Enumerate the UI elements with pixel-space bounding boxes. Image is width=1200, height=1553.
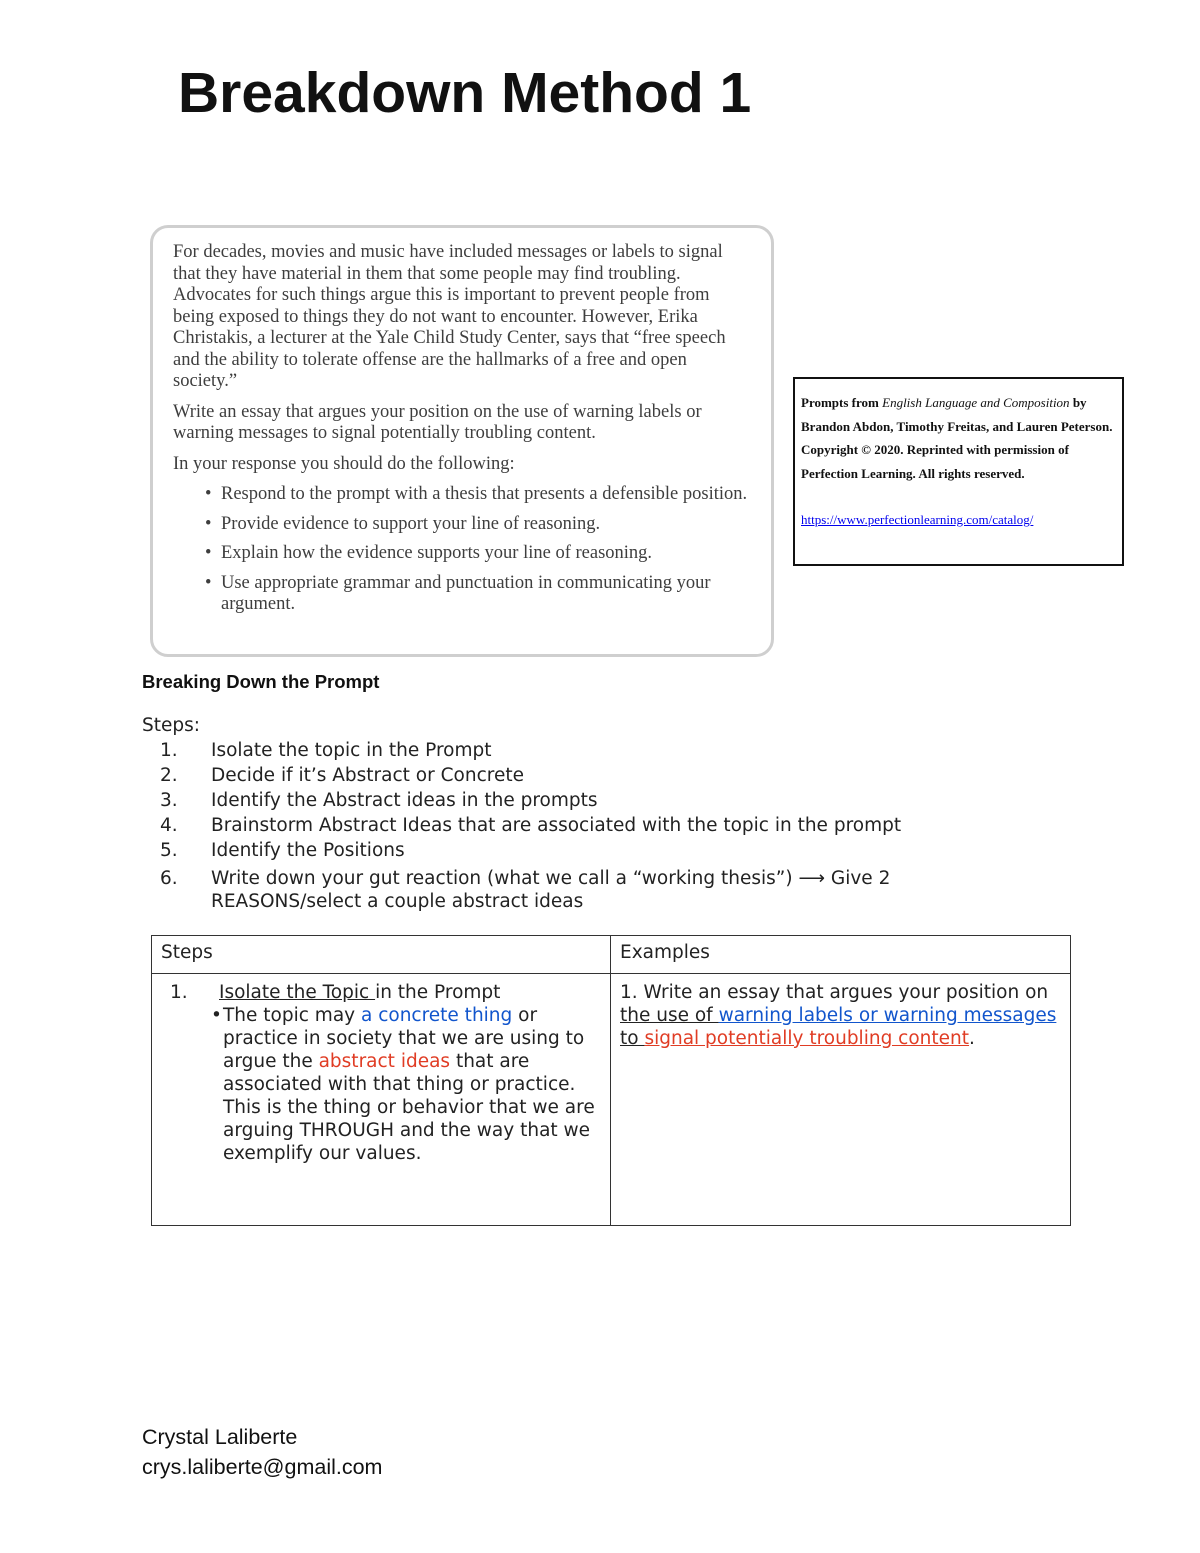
bullet-mark: •	[211, 1005, 222, 1026]
step-number: 4.	[160, 815, 178, 836]
desc-text: The topic may	[223, 1005, 361, 1026]
steps-list	[160, 739, 971, 913]
example-topic-underlined: the use of	[620, 1005, 719, 1026]
step-text: Write down your gut reaction (what we call a “working thesis”) ⟶ Give 2 REASONS/select a couple abstract ideas	[211, 868, 891, 912]
table-header-row	[152, 936, 1071, 974]
step-item	[160, 789, 971, 814]
step-topic-underlined: Isolate the Topic	[219, 982, 376, 1003]
step-text: Decide if it’s Abstract or Concrete	[211, 765, 524, 786]
prompt-requirements-list	[173, 484, 753, 616]
column-header-examples: Examples	[611, 936, 1071, 974]
table-row	[152, 974, 1071, 1226]
step-cell	[152, 974, 611, 1226]
step-heading	[161, 981, 602, 1004]
page-title: Breakdown Method 1	[178, 61, 752, 125]
example-cell	[611, 974, 1071, 1226]
step-item	[160, 867, 971, 913]
step-item	[160, 839, 971, 864]
desc-text: that are associated with that thing or practice. This is the thing or behavior that we are arguing THROUGH and the way that we exemplify our values.	[223, 1051, 595, 1164]
abstract-ideas-highlight: abstract ideas	[318, 1051, 451, 1072]
example-abstract-highlight: signal potentially troubling content	[644, 1028, 970, 1049]
steps-examples-table	[151, 935, 1071, 1226]
step-number: 5.	[160, 840, 178, 861]
example-text: 1. Write an essay that argues your position on	[620, 982, 1049, 1003]
prompt-requirement-item: • Explain how the evidence supports your line of reasoning.	[221, 543, 753, 565]
prompt-excerpt-box	[150, 225, 774, 657]
author-name: Crystal Laliberte	[142, 1425, 298, 1449]
step-number: 6.	[160, 868, 178, 889]
step-item	[160, 764, 971, 789]
author-email: crys.laliberte@gmail.com	[142, 1455, 383, 1479]
publisher-link[interactable]: https://www.perfectionlearning.com/catalog/	[801, 512, 1034, 527]
prompt-requirement-item: • Use appropriate grammar and punctuation in communicating your argument.	[221, 573, 753, 616]
prompt-requirement-item: • Provide evidence to support your line of reasoning.	[221, 514, 753, 536]
example-period: .	[969, 1028, 975, 1049]
step-text: Brainstorm Abstract Ideas that are associated with the topic in the prompt	[211, 815, 902, 836]
credit-prefix: Prompts from	[801, 395, 883, 410]
step-text: Identify the Abstract ideas in the prompts	[211, 790, 598, 811]
step-number: 3.	[160, 790, 178, 811]
prompt-paragraph-context: For decades, movies and music have included messages or labels to signal that they have material in them that some people may find troubling. Advocates for such things argue this is important to prevent people from being exposed to things they do not want to encounter. However, Erika Christakis, a lecturer at the Yale Child Study Center, says that “free speech and the ability to tolerate offense are the hallmarks of a free and open society.”	[173, 242, 726, 391]
step-number: 1.	[160, 740, 178, 761]
step-item	[160, 814, 971, 839]
step-item	[160, 739, 971, 764]
example-concrete-highlight: warning labels or warning messages	[718, 1005, 1057, 1026]
desc-text: or practice in society that we are using to argue the	[223, 1005, 585, 1072]
step-number: 1.	[170, 982, 188, 1003]
prompt-paragraph-task: Write an essay that argues your position on the use of warning labels or warning messages to signal potentially troubling content.	[173, 401, 702, 443]
step-number: 2.	[160, 765, 178, 786]
step-heading-rest: in the Prompt	[375, 982, 501, 1003]
step-description	[161, 1004, 602, 1165]
step-text: Identify the Positions	[211, 840, 405, 861]
concrete-thing-highlight: a concrete thing	[360, 1005, 513, 1026]
column-header-steps: Steps	[152, 936, 611, 974]
prompt-paragraph-instructions: In your response you should do the following:	[173, 453, 515, 474]
prompt-requirement-item: • Respond to the prompt with a thesis that presents a defensible position.	[221, 484, 753, 506]
source-credit-box	[793, 377, 1124, 566]
credit-book-title: English Language and Composition	[882, 395, 1070, 410]
example-connector: to	[620, 1028, 645, 1049]
step-text: Isolate the topic in the Prompt	[211, 740, 492, 761]
steps-label: Steps:	[142, 715, 200, 736]
credit-text	[801, 395, 1112, 481]
section-heading: Breaking Down the Prompt	[142, 671, 380, 692]
credit-details: by Brandon Abdon, Timothy Freitas, and Lauren Peterson. Copyright © 2020. Reprinted with permission of Perfection Learning. All rights reserved.	[801, 395, 1113, 481]
